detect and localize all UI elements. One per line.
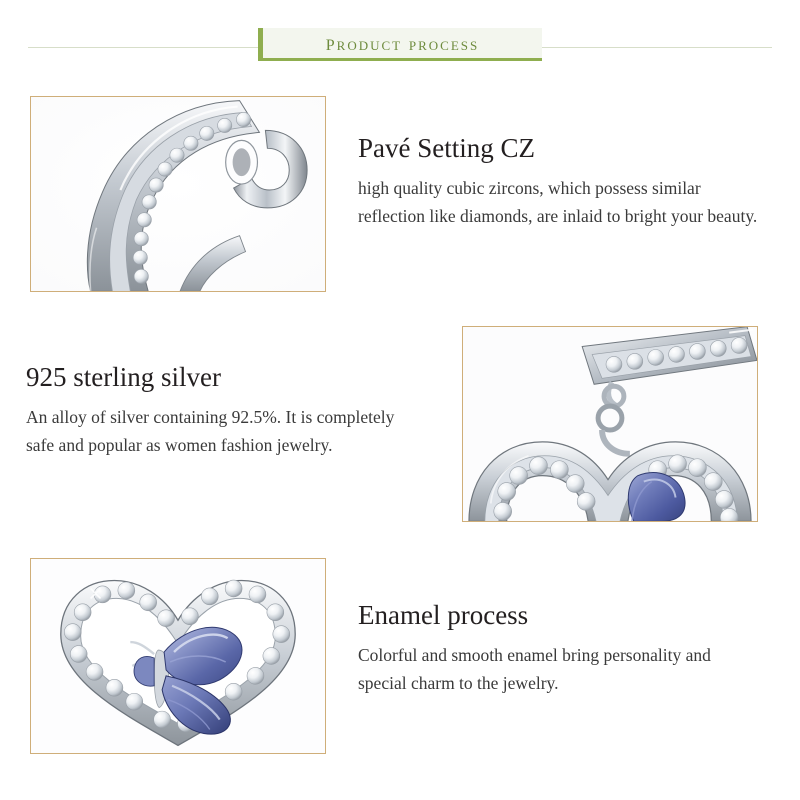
header <box>0 28 800 68</box>
enamel-process-closeup-photo <box>30 558 326 754</box>
page-title: product process <box>325 30 480 55</box>
enamel-process-body: Colorful and smooth enamel bring personality and special charm to the jewelry. <box>358 645 711 694</box>
header-banner <box>258 28 542 61</box>
enamel-butterfly-heart-illustration <box>31 559 325 753</box>
pave-setting-text-block <box>358 133 758 231</box>
sterling-silver-title: 925 sterling silver <box>26 362 221 392</box>
sterling-silver-body: An alloy of silver containing 92.5%. It is completely safe and popular as women fashion jewelry. <box>26 407 395 456</box>
pave-setting-body: high quality cubic zircons, which possess similar reflection like diamonds, are inlaid to bright your beauty. <box>358 178 758 227</box>
sterling-silver-text-block <box>26 362 426 460</box>
silver-bail-illustration <box>463 327 757 521</box>
sterling-silver-closeup-photo <box>462 326 758 522</box>
pave-setting-closeup-photo <box>30 96 326 292</box>
pave-setting-title: Pavé Setting CZ <box>358 133 535 163</box>
pave-charm-illustration <box>31 97 325 291</box>
enamel-process-text-block <box>358 600 758 698</box>
enamel-process-title: Enamel process <box>358 600 529 630</box>
